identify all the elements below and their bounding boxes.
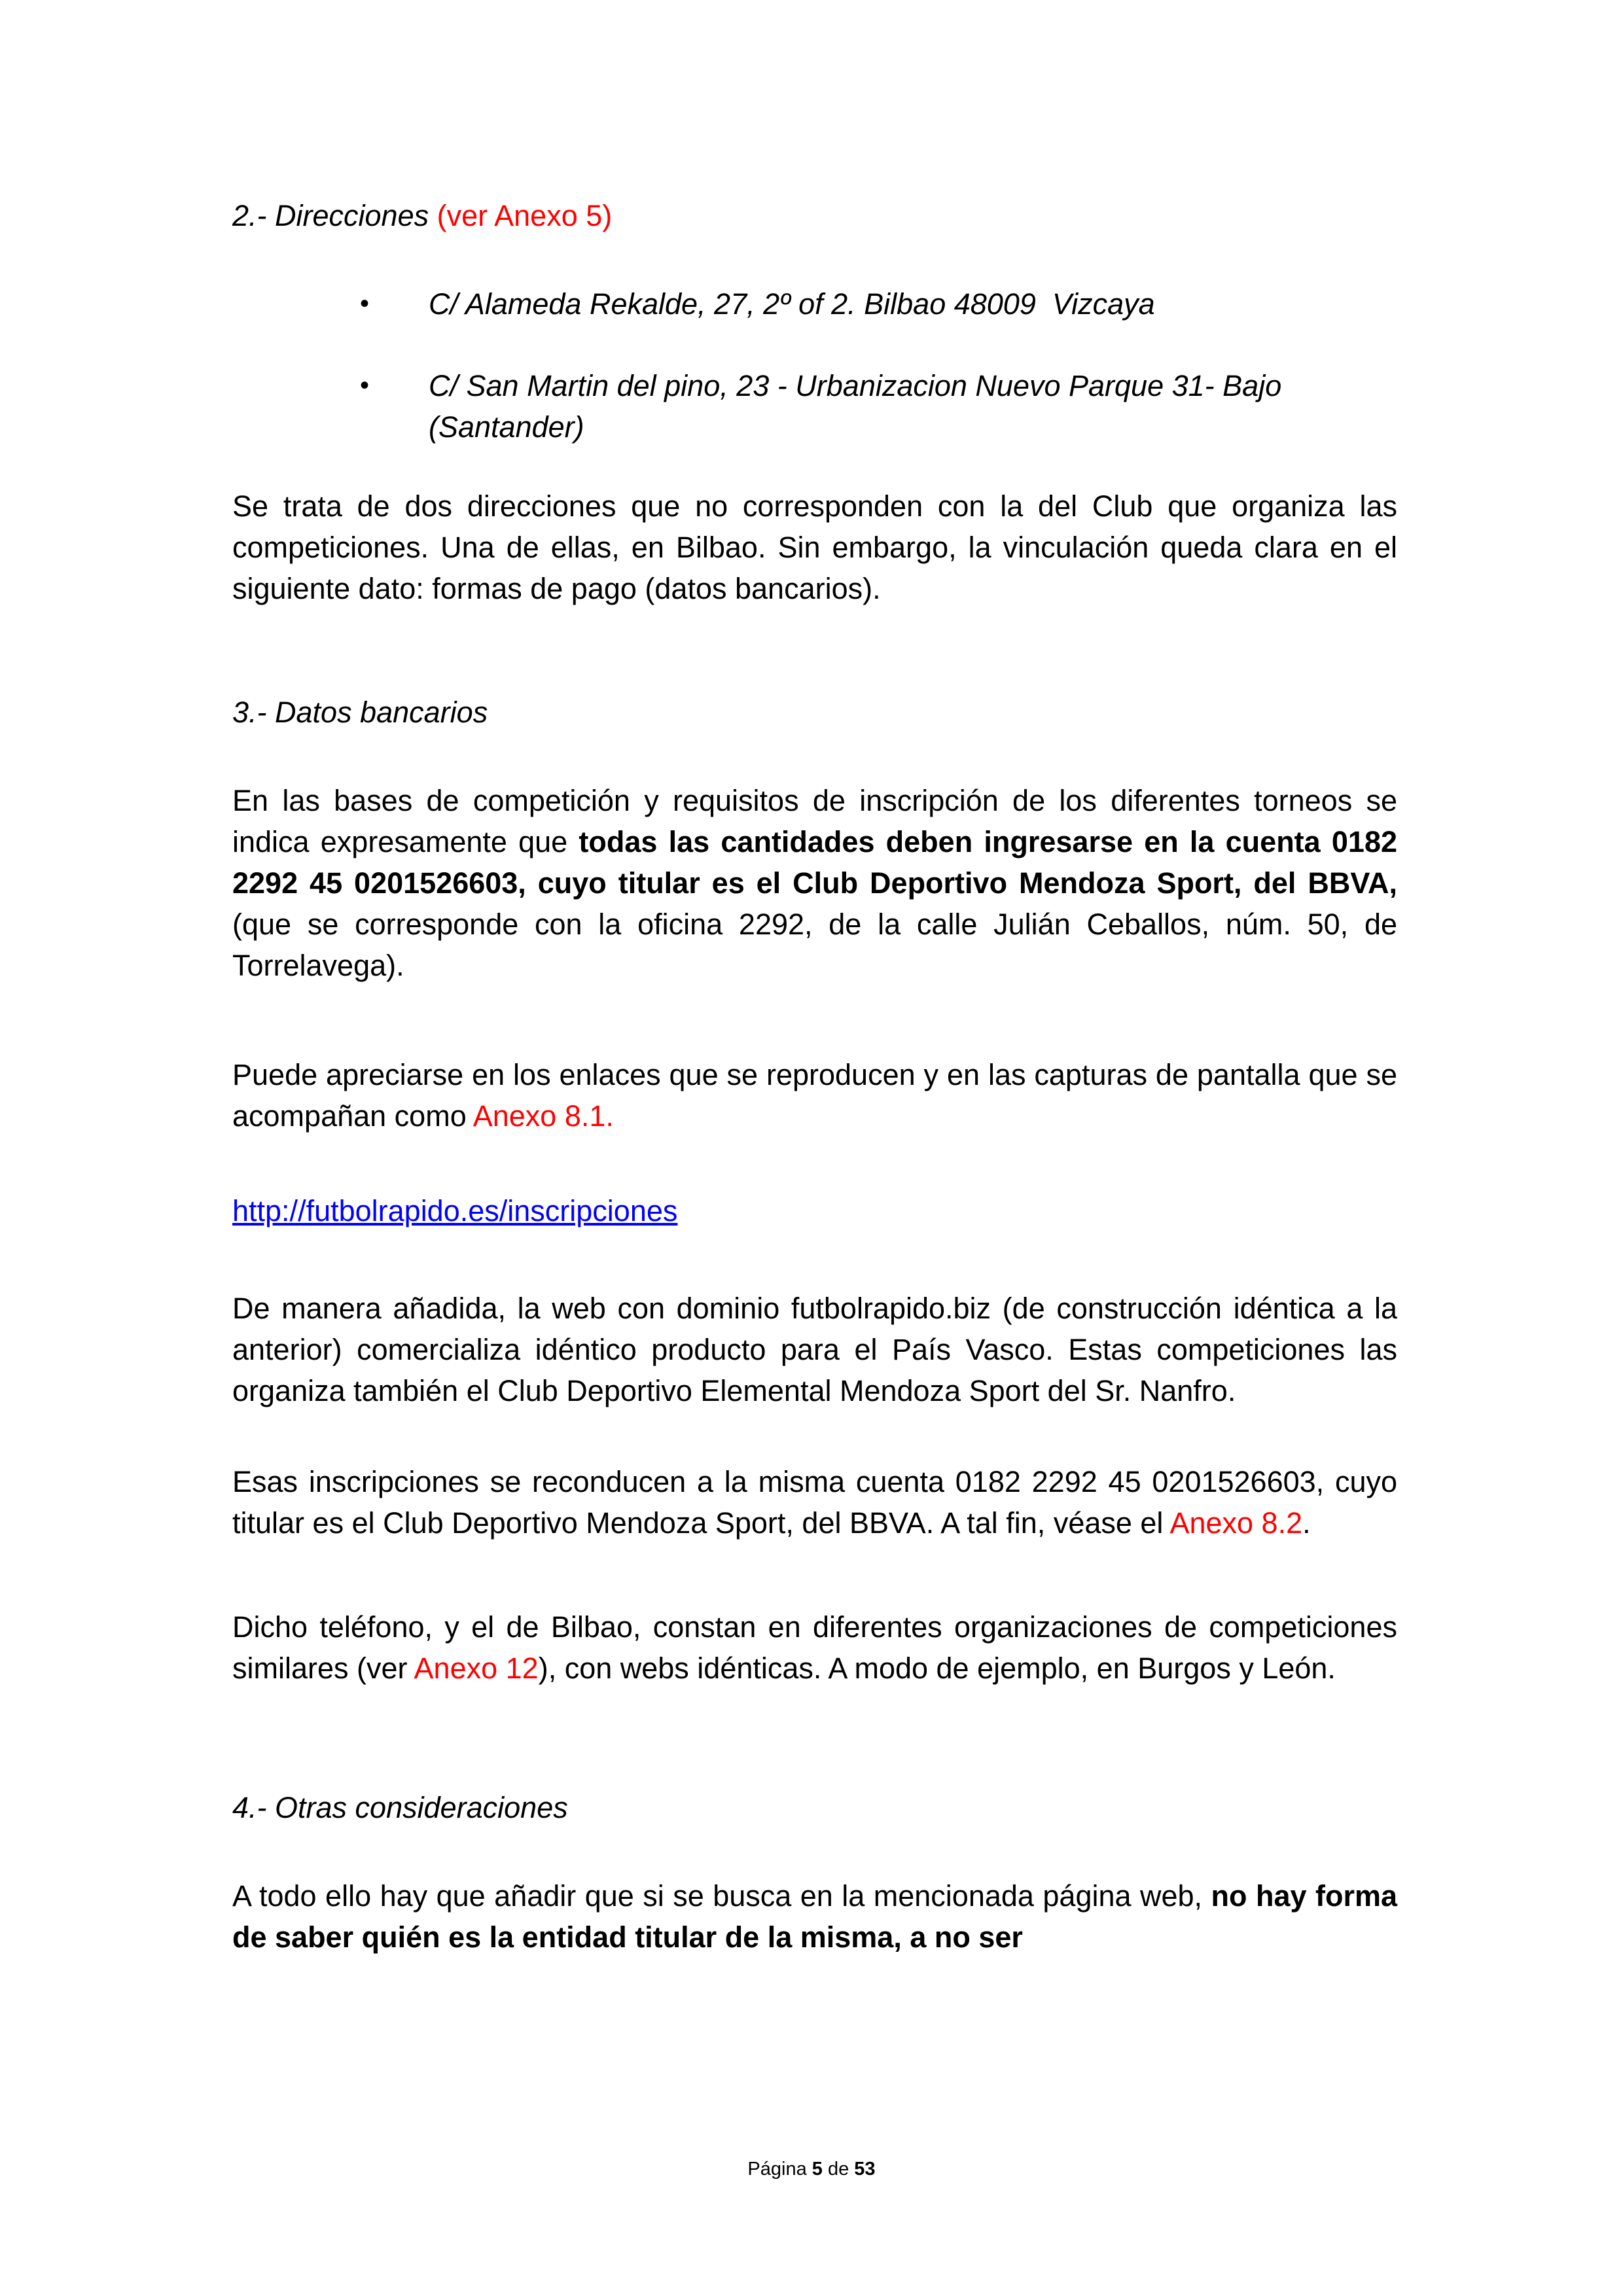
section-heading-otras-consideraciones (232, 1787, 1397, 1828)
paragraph-consideraciones-final (232, 1875, 1397, 1958)
annex-ref-12: Anexo 12 (414, 1651, 539, 1685)
section-heading-datos-bancarios-text: 3.- Datos bancarios (232, 696, 488, 729)
paragraph-bases-bold-account: todas las cantidades deben ingresarse en la cuenta 0182 2292 45 0201526603, cuyo titular es el Club Deportivo Mendoza Sport, del BBVA, (232, 825, 1398, 900)
bullet-icon: • (360, 371, 370, 400)
annex-ref-8-1: Anexo 8.1. (473, 1099, 614, 1133)
link-line (232, 1190, 1397, 1231)
footer-total-pages: 53 (854, 2159, 876, 2180)
paragraph-bases-normal-1: En las bases de competición y requisitos de inscripción de los diferentes torneos se indica expresamente que (232, 784, 1397, 858)
paragraph-web-biz: De manera añadida, la web con dominio futbolrapido.biz (de construcción idéntica a la anterior) comercializa idéntico producto para el País Vasco. Estas competiciones las organiza también el Club Deportivo Elemental Mendoza Sport del Sr. Nanfro. (232, 1292, 1397, 1407)
list-item-address-santander (360, 365, 1397, 448)
paragraph-enlaces-normal: Puede apreciarse en los enlaces que se reproducen y en las capturas de pantalla que se acompañan como (232, 1058, 1397, 1133)
footer-separator: de (822, 2159, 855, 2180)
paragraph-direcciones-intro: Se trata de dos direcciones que no corresponden con la del Club que organiza las competiciones. Una de ellas, en Bilbao. Sin embargo, la vinculación queda clara en el siguiente dato: formas de pago (datos bancarios). (232, 489, 1397, 605)
section-heading-direcciones-text: 2.- Direcciones (232, 199, 437, 232)
paragraph-enlaces (232, 1054, 1397, 1137)
inscriptions-link[interactable]: http://futbolrapido.es/inscripciones (232, 1194, 678, 1227)
paragraph-final-normal: A todo ello hay que añadir que si se busca en la mencionada página web, (232, 1879, 1211, 1913)
footer-label: Página (747, 2159, 812, 2180)
annex-ref-5: (ver Anexo 5) (437, 199, 613, 232)
paragraph-telefono (232, 1606, 1397, 1689)
paragraph-inscripciones-cuenta (232, 1461, 1397, 1544)
paragraph-inscripciones-normal-1: Esas inscripciones se reconducen a la misma cuenta 0182 2292 45 0201526603, cuyo titular es el Club Deportivo Mendoza Sport, del BBVA. A tal fin, véase el (232, 1465, 1397, 1540)
paragraph-bases-competicion (232, 780, 1397, 986)
paragraph-final-bold: no hay forma de saber quién es la entidad titular de la misma, a no ser (232, 1879, 1398, 1954)
annex-ref-8-2: Anexo 8.2 (1169, 1506, 1303, 1540)
address-bilbao-text: C/ Alameda Rekalde, 27, 2º of 2. Bilbao 48009 Vizcaya (429, 287, 1155, 321)
list-item-address-bilbao (360, 283, 1397, 325)
section-heading-datos-bancarios (232, 692, 1397, 733)
bullet-icon: • (360, 289, 370, 318)
address-santander-text: C/ San Martin del pino, 23 - Urbanizacion Nuevo Parque 31- Bajo (Santander) (429, 369, 1290, 444)
section-heading-otras-consideraciones-text: 4.- Otras consideraciones (232, 1791, 568, 1824)
paragraph-inscripciones-normal-2: . (1302, 1506, 1311, 1540)
paragraph-telefono-normal-1: Dicho teléfono, y el de Bilbao, constan en diferentes organizaciones de competiciones similares (ver (232, 1610, 1397, 1685)
address-list (360, 283, 1397, 448)
paragraph-telefono-normal-2: ), con webs idénticas. A modo de ejemplo, en Burgos y León. (538, 1651, 1336, 1685)
page-footer (0, 2157, 1623, 2181)
footer-page-number: 5 (812, 2159, 823, 2180)
section-heading-direcciones (232, 195, 1397, 236)
paragraph-bases-normal-2: (que se corresponde con la oficina 2292, de la calle Julián Ceballos, núm. 50, de Torrelavega). (232, 908, 1397, 982)
